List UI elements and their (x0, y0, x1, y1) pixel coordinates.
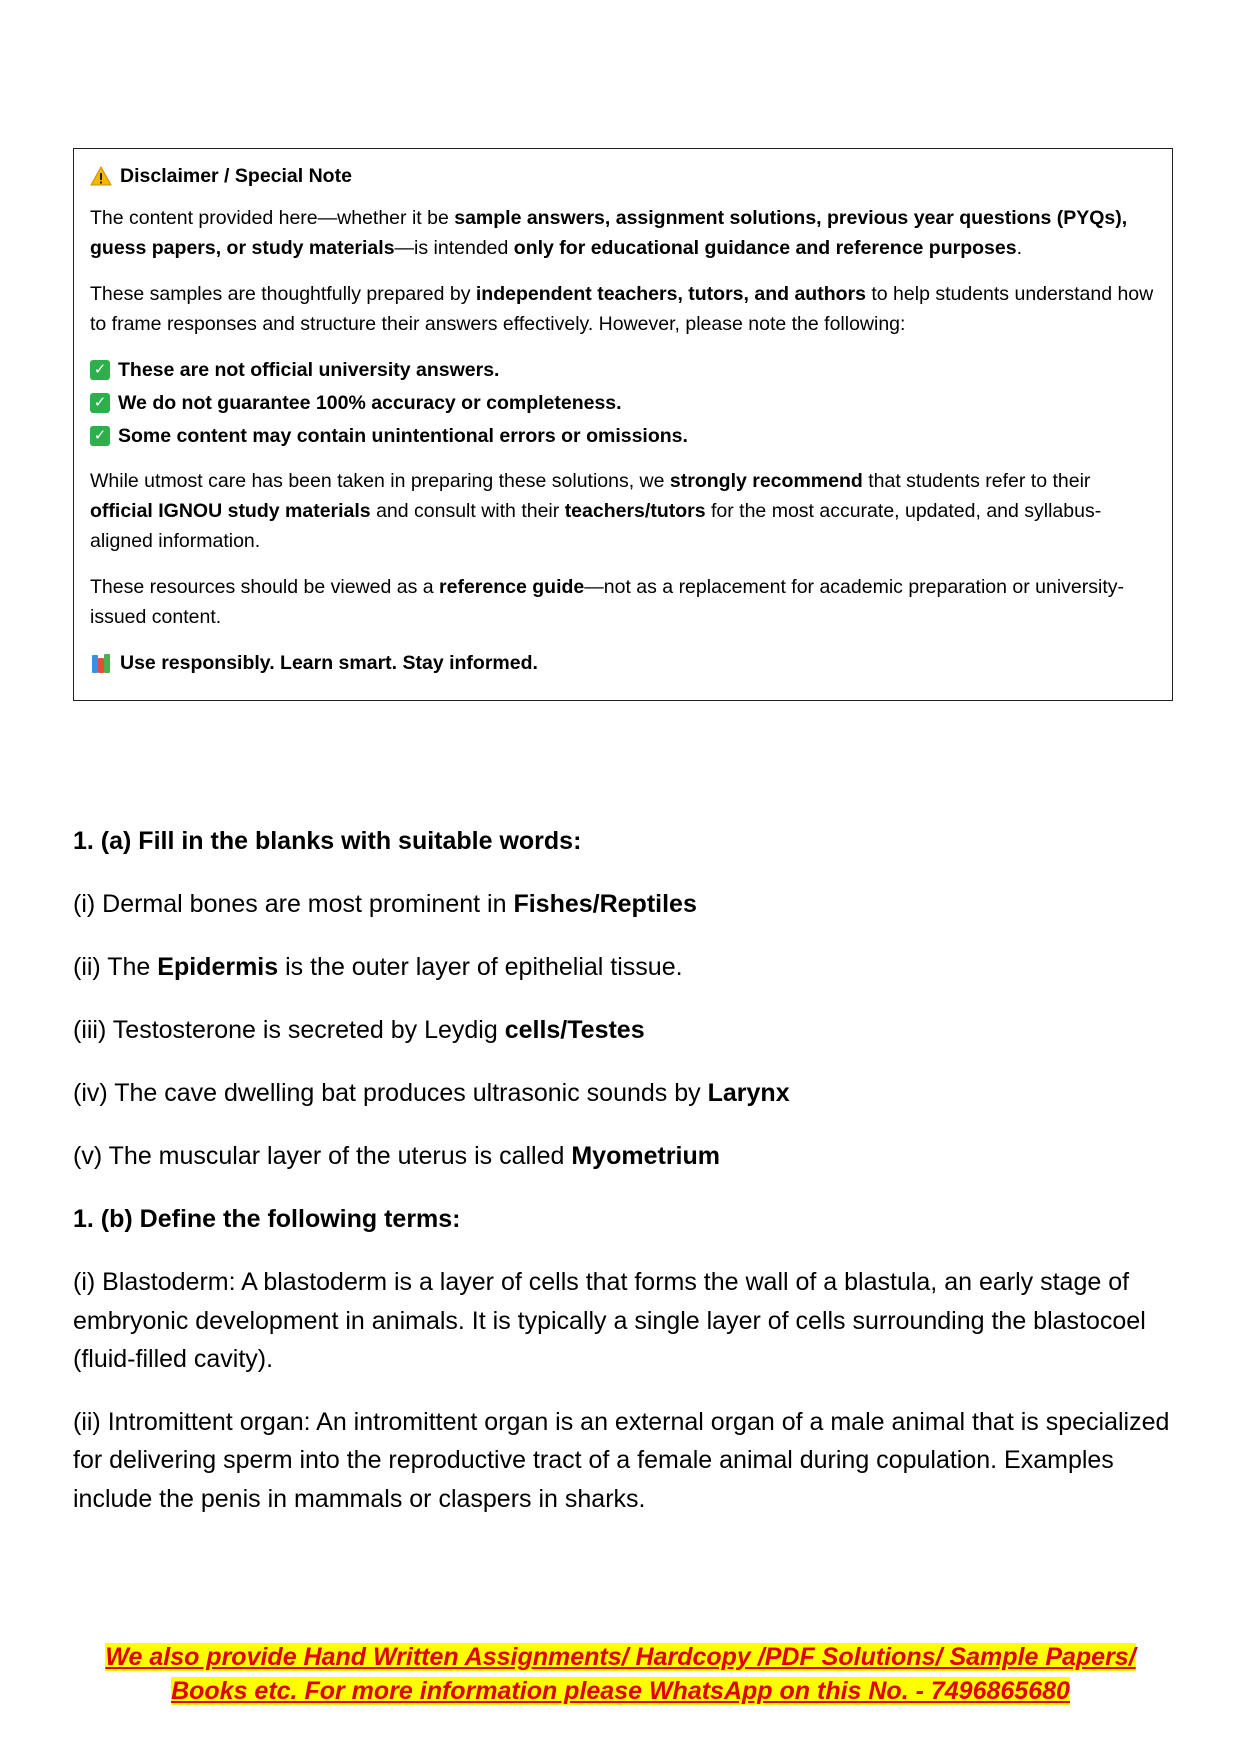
books-icon (90, 652, 112, 674)
item-answer: Larynx (707, 1079, 790, 1107)
text-run-bold: reference guide (439, 576, 585, 598)
check-mark-icon: ✓ (90, 393, 110, 413)
question-1a-heading: 1. (a) Fill in the blanks with suitable words: (73, 827, 582, 855)
definition-item: (ii) Intromittent organ: An intromittent organ is an external organ of a male animal that is specialized for delivering sperm into the reproductive tract of a female animal during copulation. Examples include the penis in mammals or claspers in sharks. (73, 1407, 1170, 1513)
text-run: for the most accurate, updated, and syllabus-aligned information. (90, 500, 1102, 552)
checklist-item (90, 386, 1156, 419)
fill-blank-item (73, 1074, 1173, 1113)
text-run-bold: strongly recommend (669, 470, 863, 492)
fill-blank-item (73, 948, 1173, 987)
warning-icon (90, 166, 112, 186)
definition-item: (i) Blastoderm: A blastoderm is a layer of cells that forms the wall of a blastula, an early stage of embryonic development in animals. It is typically a single layer of cells surrounding the blastocoel (fluid-filled cavity). (73, 1268, 1146, 1373)
text-run: These resources should be viewed as a (90, 576, 440, 598)
text-run: —not as a replacement for academic preparation or university-issued content. (90, 576, 1125, 628)
disclaimer-paragraph-4 (90, 572, 1156, 632)
checklist-item-text: These are not official university answers. (118, 358, 500, 381)
item-text: (ii) The (73, 953, 158, 981)
text-run-bold: sample answers, assignment solutions, previous year questions (PYQs), guess papers, or study materials (90, 207, 1128, 259)
checklist-item-text: We do not guarantee 100% accuracy or completeness. (118, 391, 622, 414)
text-run: . (1016, 237, 1023, 259)
text-run: to help students understand how to frame responses and structure their answers effectively. However, please note the following: (90, 283, 1154, 335)
footer-line-1: We also provide Hand Written Assignments/ Hardcopy /PDF Solutions/ Sample Papers/ (105, 1643, 1136, 1671)
text-run-bold: independent teachers, tutors, and authors (475, 283, 866, 305)
item-answer: Fishes/Reptiles (513, 890, 697, 918)
text-run: and consult with their (370, 500, 565, 522)
item-text: (iv) The cave dwelling bat produces ultrasonic sounds by (73, 1079, 708, 1107)
question-1b-heading: 1. (b) Define the following terms: (73, 1205, 461, 1233)
checklist-item (90, 419, 1156, 452)
text-run-bold: only for educational guidance and reference purposes (513, 237, 1017, 259)
disclaimer-closing-text: Use responsibly. Learn smart. Stay informed. (120, 652, 538, 674)
text-run: While utmost care has been taken in preparing these solutions, we (90, 470, 670, 492)
text-run: These samples are thoughtfully prepared by (90, 283, 476, 305)
footer-line-2: Books etc. For more information please WhatsApp on this No. - 7496865680 (171, 1677, 1070, 1705)
checklist-item (90, 353, 1156, 386)
text-run: The content provided here—whether it be (90, 207, 455, 229)
disclaimer-box (73, 148, 1173, 701)
fill-blank-item (73, 1137, 1173, 1176)
checklist-item-text: Some content may contain unintentional errors or omissions. (118, 424, 688, 447)
checklist (90, 353, 1156, 452)
fill-blank-item (73, 885, 1173, 924)
text-run: that students refer to their (862, 470, 1091, 492)
text-run-bold: official IGNOU study materials (90, 500, 371, 522)
item-answer: Epidermis (157, 953, 279, 981)
item-text: is the outer layer of epithelial tissue. (278, 953, 683, 981)
item-answer: cells/Testes (504, 1016, 645, 1044)
footer-promo (0, 1640, 1241, 1708)
item-text: (iii) Testosterone is secreted by Leydig (73, 1016, 505, 1044)
text-run: —is intended (394, 237, 514, 259)
fill-blank-item (73, 1011, 1173, 1050)
disclaimer-paragraph-2 (90, 279, 1156, 339)
check-mark-icon: ✓ (90, 426, 110, 446)
disclaimer-paragraph-3 (90, 466, 1156, 556)
disclaimer-closing (90, 648, 1156, 678)
disclaimer-title (90, 161, 1156, 191)
disclaimer-title-text: Disclaimer / Special Note (120, 165, 352, 187)
item-answer: Myometrium (571, 1142, 720, 1170)
disclaimer-paragraph-1 (90, 203, 1156, 263)
answer-content (73, 822, 1173, 1542)
check-mark-icon: ✓ (90, 360, 110, 380)
item-text: (i) Dermal bones are most prominent in (73, 890, 514, 918)
text-run-bold: teachers/tutors (564, 500, 706, 522)
item-text: (v) The muscular layer of the uterus is called (73, 1142, 572, 1170)
